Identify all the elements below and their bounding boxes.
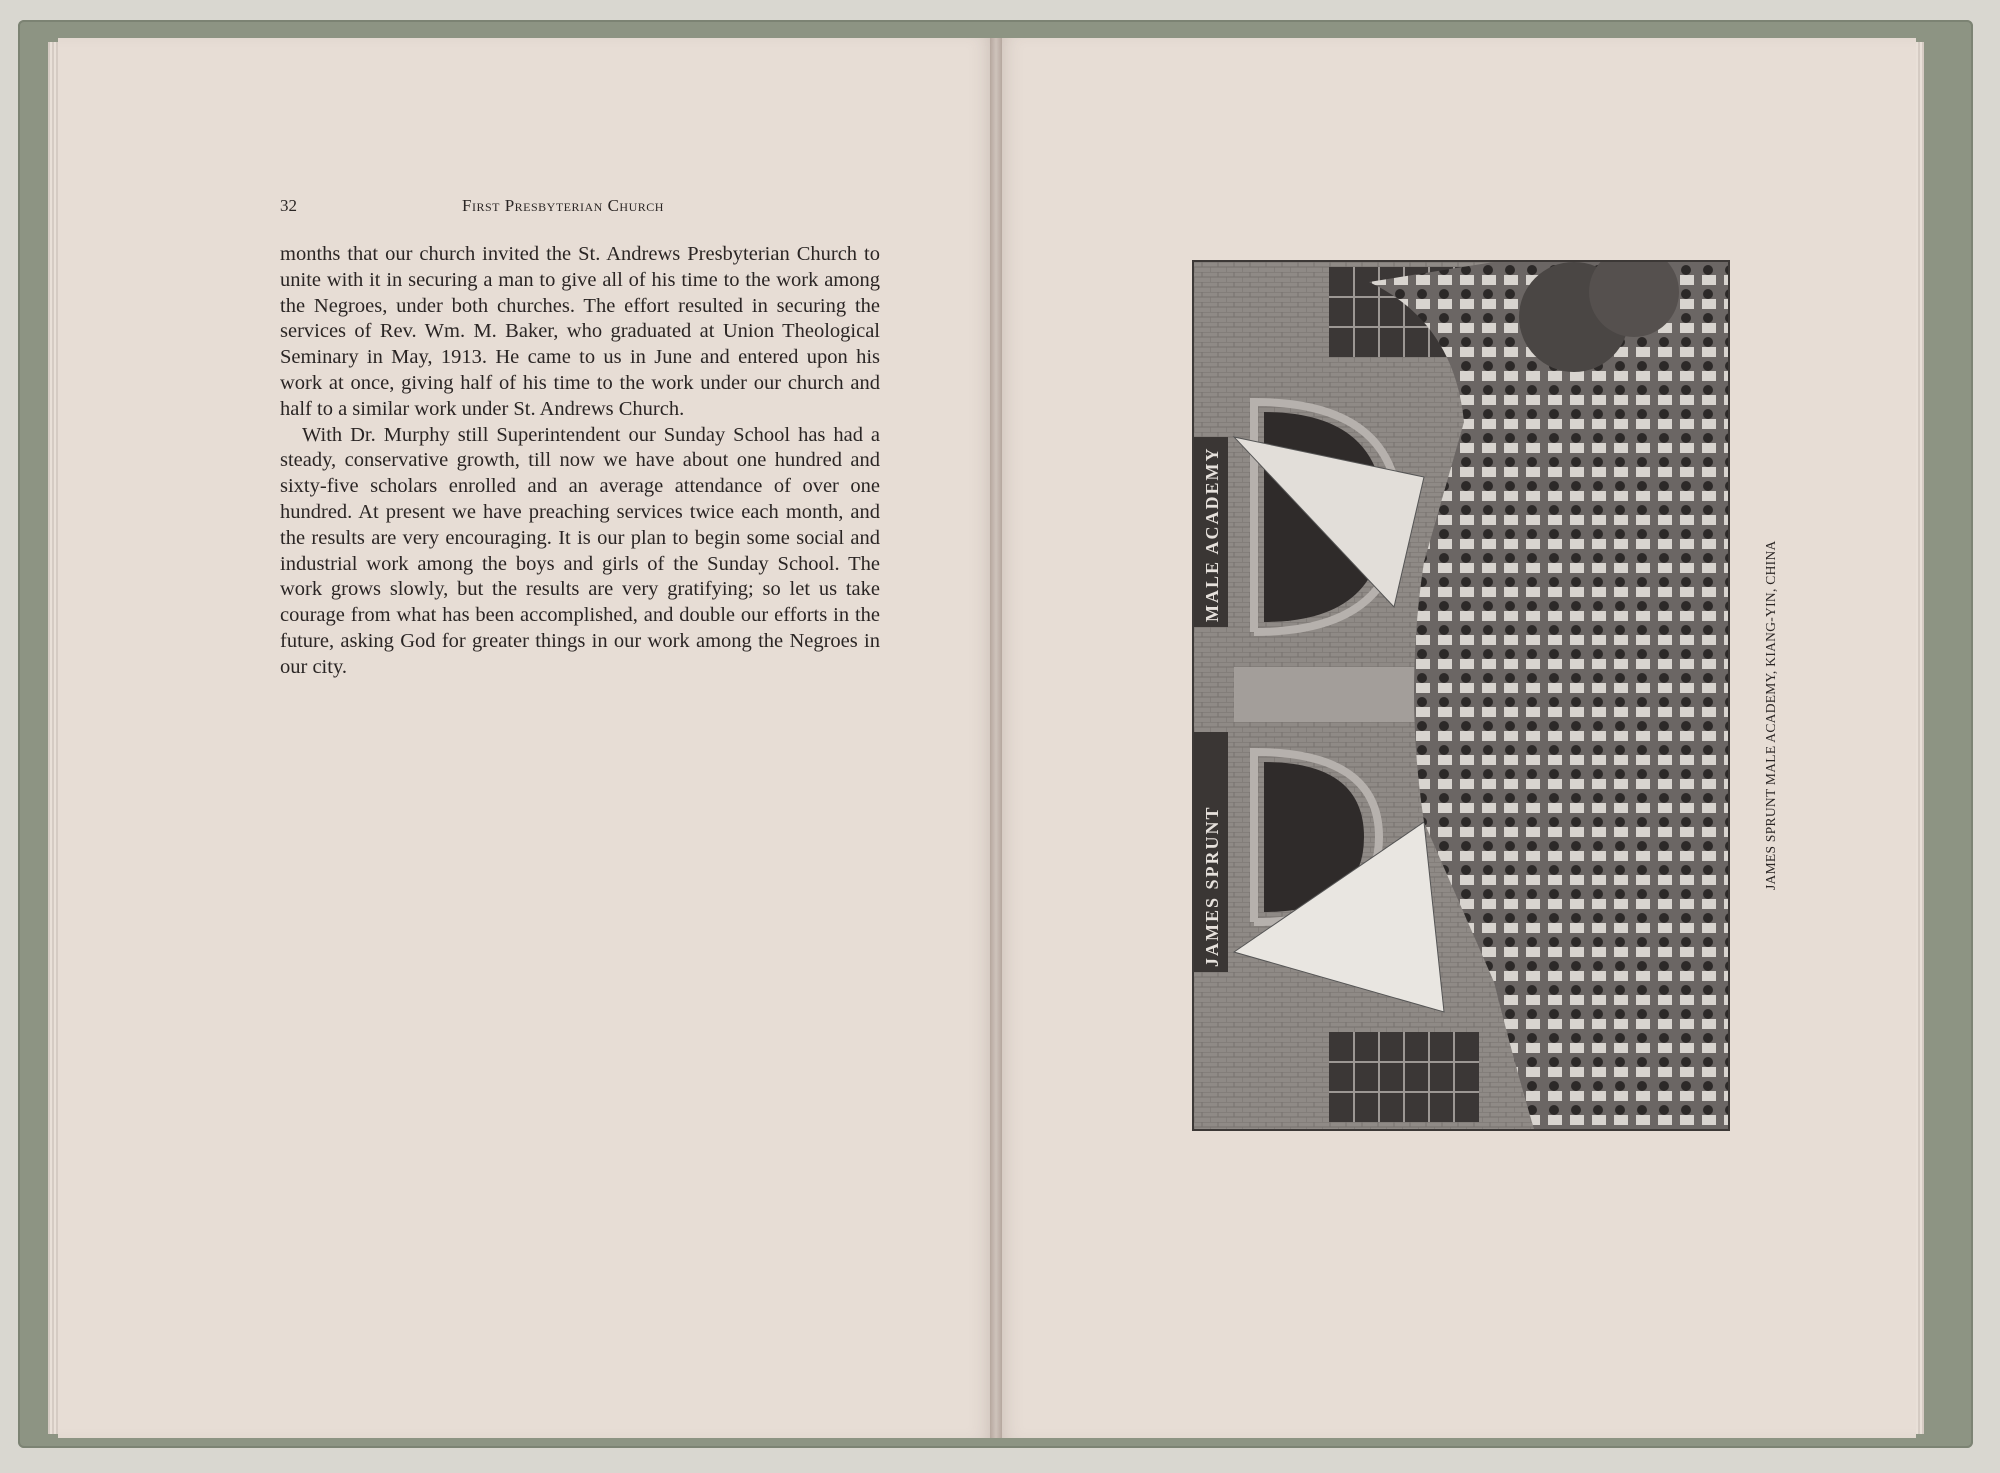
book-gutter <box>990 38 1002 1438</box>
sign-text-right: MALE ACADEMY <box>1202 446 1222 622</box>
page-number: 32 <box>280 196 297 215</box>
pillar <box>1234 667 1444 722</box>
academy-photograph <box>1192 260 1730 1131</box>
paragraph-2: With Dr. Murphy still Superintendent our Sunday School has had a steady, conservative growth, till now we have about one hundred and sixty-five scholars enrolled and an average attendance of over one hundred. At present we have preaching services twice each month, and the results are very encouraging. It is our plan to begin some social and industrial work among the boys and girls of the Sunday School. The work grows slowly, but the results are very gratifying; so let us take courage from what has been accomplished, and double our efforts in the future, asking God for greater things in our work among the Negroes in our city. <box>280 423 880 678</box>
body-text <box>280 242 880 681</box>
running-head-title: First Presbyterian Church <box>462 196 664 215</box>
sign-text-left: JAMES SPRUNT <box>1202 805 1222 967</box>
paragraph-1: months that our church invited the St. Andrews Presbyterian Church to unite with it in securing a man to give all of his time to the work among the Negroes, under both churches. The effort resulted in securing the services of Rev. Wm. M. Baker, who graduated at Union Theological Seminary in May, 1913. He came to us in June and entered upon his work at once, giving half of his time to the work under our church and half to a similar work under St. Andrews Church. <box>280 243 880 420</box>
running-head <box>280 196 880 224</box>
photo-caption: JAMES SPRUNT MALE ACADEMY, KIANG-YIN, CHINA <box>1763 540 1778 890</box>
bottom-window <box>1329 1032 1479 1122</box>
